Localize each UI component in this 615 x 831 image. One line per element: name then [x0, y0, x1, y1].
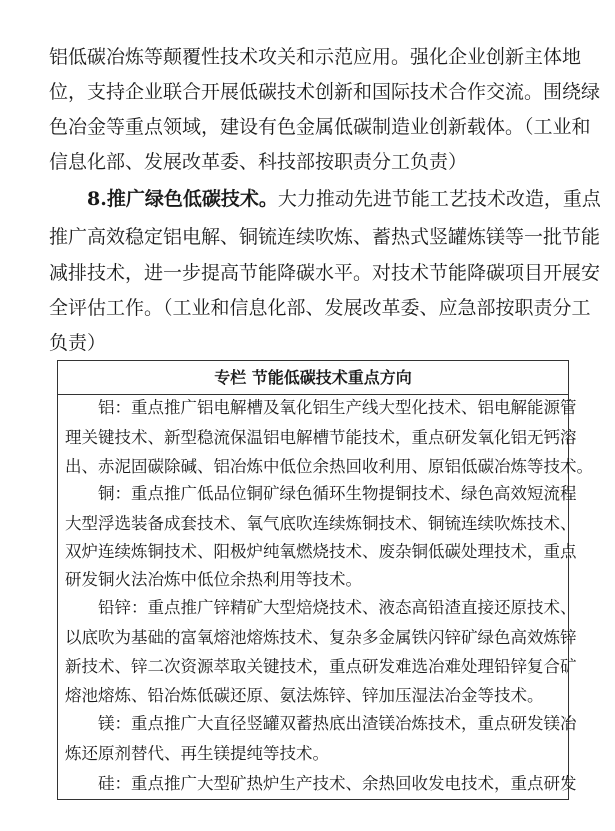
- box-text-line: 炼还原剂替代、再生镁提纯等技术。: [65, 744, 329, 763]
- column-box: [57, 360, 593, 800]
- box-text-line: 双炉连续炼铜技术、阳极炉纯氧燃烧技术、废杂铜低碳处理技术，重点: [65, 542, 577, 561]
- box-title: 专栏 节能低碳技术重点方向: [58, 361, 568, 395]
- box-text-line: 镁：重点推广大直径竖罐双蓄热底出渣镁冶炼技术，重点研发镁冶: [98, 714, 577, 733]
- text-line: 铝低碳冶炼等颠覆性技术攻关和示范应用。强化企业创新主体地: [49, 46, 582, 68]
- box-text-line: 铜：重点推广低品位铜矿绿色循环生物提铜技术、绿色高效短流程: [98, 484, 577, 503]
- box-text-line: 出、赤泥固碳除碱、铝冶炼中低位余热回收利用、原铝低碳冶炼等技术。: [65, 457, 593, 476]
- box-text-line: 铅锌：重点推广锌精矿大型焙烧技术、液态高铅渣直接还原技术、: [98, 598, 577, 617]
- box-text-line: 大型浮选装备成套技术、氧气底吹连续炼铜技术、铜锍连续吹炼技术、: [65, 514, 577, 533]
- text-line: 负责）: [49, 332, 107, 354]
- text-line: [87, 182, 601, 217]
- box-text-line: 硅：重点推广大型矿热炉生产技术、余热回收发电技术，重点研发: [98, 774, 577, 793]
- text-line: 全评估工作。（工业和信息化部、发展改革委、应急部按职责分工: [49, 297, 591, 319]
- text-line: 位，支持企业联合开展低碳技术创新和国际技术合作交流。围绕绿: [49, 81, 601, 103]
- box-text-line: 新技术、锌二次资源萃取关键技术，重点研发难选冶难处理铅锌复合矿: [65, 657, 577, 676]
- box-text-line: 熔池熔炼、铅冶炼低碳还原、氨法炼锌、锌加压湿法冶金等技术。: [65, 686, 544, 705]
- text-line: 信息化部、发展改革委、科技部按职责分工负责）: [49, 151, 468, 173]
- text-line: 色冶金等重点领域，建设有色金属低碳制造业创新载体。（工业和: [49, 116, 591, 138]
- box-text-line: 理关键技术、新型稳流保温铝电解槽节能技术，重点研发氧化铝无钙溶: [65, 428, 577, 447]
- section-heading: 8.推广绿色低碳技术。: [87, 188, 278, 210]
- text-line: 推广高效稳定铝电解、铜锍连续吹炼、蓄热式竖罐炼镁等一批节能: [49, 226, 601, 248]
- heading-rest: 大力推动先进节能工艺技术改造，重点: [277, 188, 601, 210]
- box-text-line: 铝：重点推广铝电解槽及氧化铝生产线大型化技术、铝电解能源管: [98, 398, 577, 417]
- text-line: 减排技术，进一步提高节能降碳水平。对技术节能降碳项目开展安: [49, 262, 601, 284]
- box-text-line: 以底吹为基础的富氧熔池熔炼技术、复杂多金属铁闪锌矿绿色高效炼锌: [65, 628, 577, 647]
- box-text-line: 研发铜火法冶炼中低位余热利用等技术。: [65, 570, 362, 589]
